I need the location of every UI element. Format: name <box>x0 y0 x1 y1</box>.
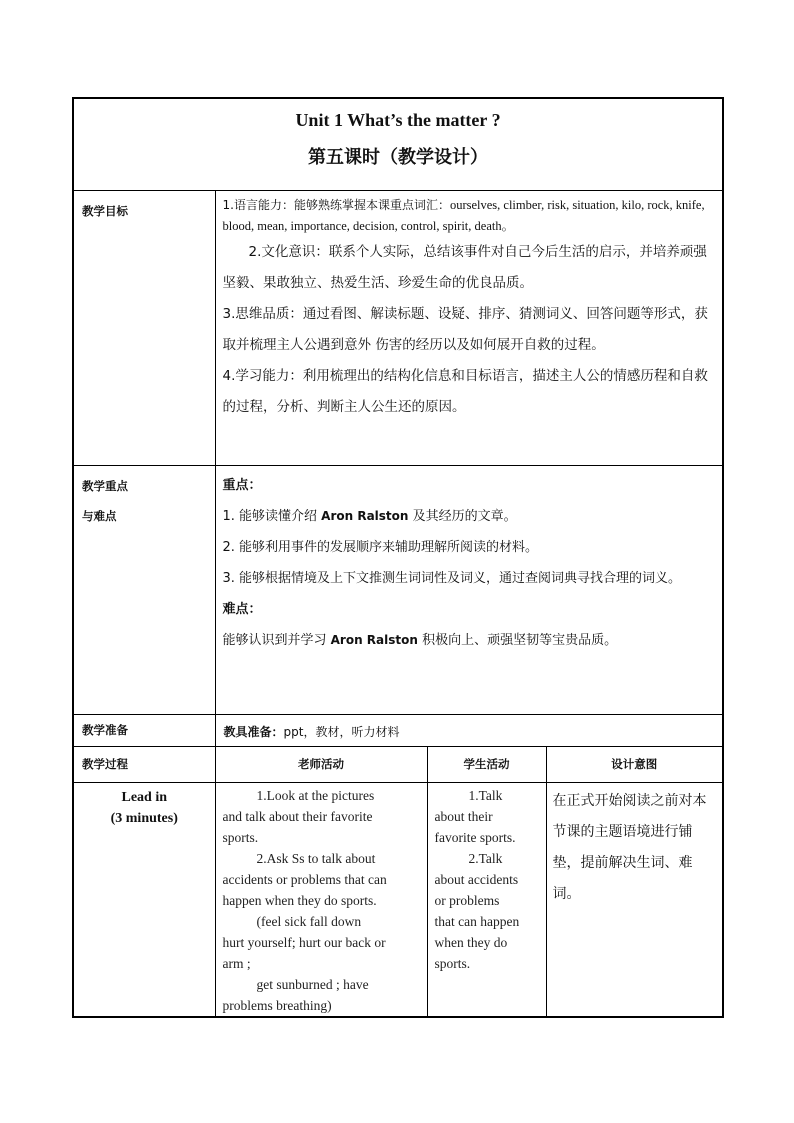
objective-2: 2.文化意识：联系个人实际，总结该事件对自己今后生活的启示，并培养顽强坚毅、果敢独立、热爱生活、珍爱生命的优良品质。 <box>222 244 707 291</box>
teacher-line: 1.Look at the pictures <box>256 788 375 803</box>
preparation-cell <box>215 715 723 747</box>
teacher-line: 2.Ask Ss to talk about <box>256 851 376 866</box>
difficult-heading: 难点： <box>222 602 262 617</box>
key-points-cell <box>215 466 723 715</box>
key-points-label-1: 教学重点 <box>82 479 128 493</box>
teacher-line: arm ; <box>222 956 251 971</box>
stage-name: Lead in <box>121 790 167 805</box>
objective-4: 4.学习能力：利用梳理出的结构化信息和目标语言，描述主人公的情感历程和自救的过程，分析、判断主人公生还的原因。 <box>222 368 708 415</box>
student-line: about accidents <box>434 872 519 887</box>
stage-time: (3 minutes) <box>110 811 178 826</box>
teacher-line: (feel sick fall down <box>256 914 362 929</box>
lesson-subtitle: 第五课时（教学设计） <box>308 147 489 168</box>
tools-label: 教具准备： <box>223 725 284 739</box>
lesson-title: Unit 1 What’s the matter ? <box>295 110 501 130</box>
teacher-line: get sunburned ; have <box>256 977 369 992</box>
preparation-label: 教学准备 <box>82 723 128 737</box>
process-label: 教学过程 <box>73 747 215 783</box>
teacher-activity-cell <box>215 783 427 1018</box>
objective-1: 1.语言能力：能够熟练掌握本课重点词汇：ourselves, climber, risk, situation, kilo, rock, knife, blood, mean, importance, decision, control, spirit, death。 <box>222 198 705 233</box>
student-activity-cell <box>427 783 546 1018</box>
objectives-label-cell <box>73 191 215 466</box>
teacher-line: and talk about their favorite <box>222 809 373 824</box>
student-line: that can happen <box>434 914 520 929</box>
teacher-line: problems breathing) <box>222 998 332 1013</box>
objectives-cell <box>215 191 723 466</box>
teacher-line: hurt yourself; hurt our back or <box>222 935 386 950</box>
difficult-point-1: 能够认识到并学习 Aron Ralston 积极向上、顽强坚韧等宝贵品质。 <box>222 633 618 648</box>
key-points-label-2: 与难点 <box>82 509 117 523</box>
lesson-plan-table <box>72 97 724 1018</box>
column-header-student: 学生活动 <box>427 747 546 783</box>
column-header-intent: 设计意图 <box>546 747 723 783</box>
objective-3: 3.思维品质：通过看图、解读标题、设疑、排序、猜测词义、回答问题等形式，获取并梳理主人公遇到意外 伤害的经历以及如何展开自救的过程。 <box>222 306 708 353</box>
key-point-1: 1. 能够读懂介绍 Aron Ralston 及其经历的文章。 <box>222 509 517 524</box>
key-point-3: 3. 能够根据情境及上下文推测生词词性及词义，通过查阅词典寻找合理的词义。 <box>222 571 682 586</box>
title-cell <box>73 98 723 191</box>
design-intent-text: 在正式开始阅读之前对本节课的主题语境进行铺垫，提前解决生词、难词。 <box>552 793 707 902</box>
key-heading: 重点： <box>222 478 262 493</box>
student-line: or problems <box>434 893 500 908</box>
preparation-label-cell <box>73 715 215 747</box>
tools-value: ppt，教材，听力材料 <box>283 725 400 739</box>
teacher-line: happen when they do sports. <box>222 893 377 908</box>
key-point-2: 2. 能够利用事件的发展顺序来辅助理解所阅读的材料。 <box>222 540 539 555</box>
student-line: about their <box>434 809 493 824</box>
student-line: 2.Talk <box>468 851 503 866</box>
teacher-line: accidents or problems that can <box>222 872 387 887</box>
design-intent-cell <box>546 783 723 1018</box>
student-line: favorite sports. <box>434 830 516 845</box>
teacher-line: sports. <box>222 830 259 845</box>
student-line: when they do <box>434 935 508 950</box>
objectives-label: 教学目标 <box>82 204 128 218</box>
student-line: sports. <box>434 956 471 971</box>
key-points-label-cell <box>73 466 215 715</box>
column-header-teacher: 老师活动 <box>215 747 427 783</box>
student-line: 1.Talk <box>468 788 503 803</box>
stage-cell <box>73 783 215 1018</box>
